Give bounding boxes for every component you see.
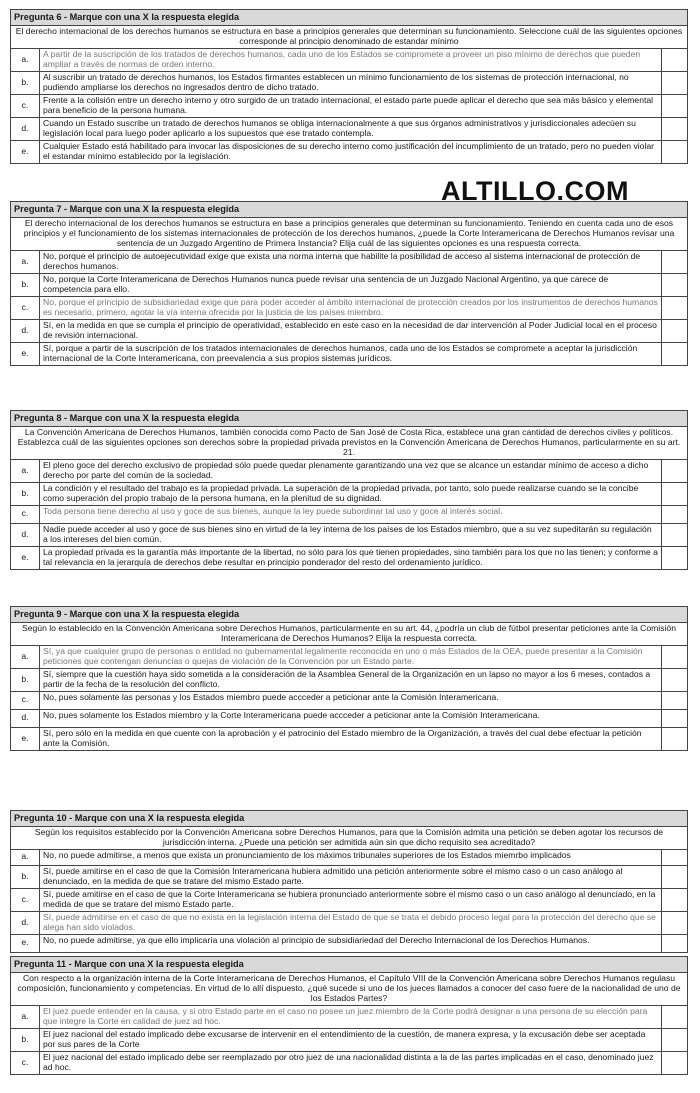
option-letter: b. bbox=[11, 483, 40, 505]
question-text: Con respecto a la organización interna de la Corte Interamericana de Derechos Humanos, el Capítulo VIII de la Convención Americana sobre Derechos Humanos regulasu composición, funcionamiento y competencias. En virtud de lo allí dispuesto, ¿qué sucede si uno de los jueces llamados a conocer del caso fuere de la nacionalidad de uno de los Estados Partes? bbox=[11, 973, 687, 1006]
question-title: Pregunta 7 - Marque con una X la respuesta elegida bbox=[11, 202, 687, 218]
option-text: El juez puede entender en la causa, y si otro Estado parte en el caso no posee un juez miembro de la Corte podrá designar a una persona de su elección para que integre la Corte en calidad de juez ad hoc. bbox=[40, 1006, 662, 1028]
answer-mark-box[interactable] bbox=[662, 935, 687, 952]
option-row bbox=[11, 669, 687, 692]
option-text: Frente a la colisión entre un derecho interno y otro surgido de un tratado internacional, el estado parte puede aplicar el derecho que sea más básico y elemental para beneficio de la persona humana. bbox=[40, 95, 662, 117]
option-letter: e. bbox=[11, 141, 40, 163]
answer-mark-box[interactable] bbox=[662, 506, 687, 523]
option-text: Nadie puede acceder al uso y goce de sus bienes sino en virtud de la ley interna de los países de los Estados miembro, que a su vez supeditarán su regulación a los intereses del bien común. bbox=[40, 524, 662, 546]
option-row bbox=[11, 935, 687, 952]
option-letter: a. bbox=[11, 460, 40, 482]
answer-mark-box[interactable] bbox=[662, 251, 687, 273]
option-row bbox=[11, 710, 687, 728]
option-letter: a. bbox=[11, 1006, 40, 1028]
question-block bbox=[10, 201, 688, 366]
question-block bbox=[10, 956, 688, 1075]
answer-mark-box[interactable] bbox=[662, 460, 687, 482]
option-row bbox=[11, 1029, 687, 1052]
option-text: Al suscribir un tratado de derechos humanos, los Estados firmantes establecen un mínimo funcionamiento de los sistemas de protección internacional, no pudiendo ampliarse los derechos no ingresados dentro de dicho tratado. bbox=[40, 72, 662, 94]
option-text: No, porque el principio de autoejecutividad exige que exista una norma interna que habilite la posibilidad de acceso al sistema internacional de protección de derechos humanos. bbox=[40, 251, 662, 273]
option-row bbox=[11, 483, 687, 506]
option-text: No, no puede admitirse, ya que ello implicaría una violación al principio de subsidiariedad del Derecho Internacional de los Derechos Humanos. bbox=[40, 935, 662, 952]
option-text: La condición y el resultado del trabajo es la propiedad privada. La superación de la propiedad privada, por tanto, solo puede realizarse cuando se la concibe como superación del propio trabajo de la persona humana, en la plenitud de su dignidad. bbox=[40, 483, 662, 505]
answer-mark-box[interactable] bbox=[662, 850, 687, 865]
option-row bbox=[11, 274, 687, 297]
option-text: El juez nacional del estado implicado debe ser reemplazado por otro juez de una nacionalidad distinta a la de las partes implicadas en el caso, denominado juez ad hoc. bbox=[40, 1052, 662, 1074]
answer-mark-box[interactable] bbox=[662, 72, 687, 94]
option-text: Sí, pero sólo en la medida en que cuente con la aprobación y el patrocinio del Estado miembro de la Organización, a través del cual debe efectuar la petición ante la Comisión. bbox=[40, 728, 662, 750]
answer-mark-box[interactable] bbox=[662, 646, 687, 668]
option-text: Sí, puede admitirse en el caso de que no exista en la legislación interna del Estado de que se trata el debido proceso legal para la protección del derecho que se alega han sido violados. bbox=[40, 912, 662, 934]
option-letter: c. bbox=[11, 297, 40, 319]
option-letter: d. bbox=[11, 118, 40, 140]
answer-mark-box[interactable] bbox=[662, 547, 687, 569]
option-letter: a. bbox=[11, 646, 40, 668]
option-row bbox=[11, 692, 687, 710]
option-text: El juez nacional del estado implicado debe excusarse de intervenir en el entendimiento de la cuestión, de manera expresa, y la excusación debe ser aceptada por sus pares de la Corte bbox=[40, 1029, 662, 1051]
option-row bbox=[11, 547, 687, 569]
answer-mark-box[interactable] bbox=[662, 710, 687, 727]
option-row bbox=[11, 850, 687, 866]
answer-mark-box[interactable] bbox=[662, 343, 687, 365]
answer-mark-box[interactable] bbox=[662, 524, 687, 546]
answer-mark-box[interactable] bbox=[662, 297, 687, 319]
option-letter: e. bbox=[11, 547, 40, 569]
option-letter: e. bbox=[11, 935, 40, 952]
option-row bbox=[11, 460, 687, 483]
question-block bbox=[10, 9, 688, 164]
option-row bbox=[11, 524, 687, 547]
option-text: No, porque la Corte Interamericana de Derechos Humanos nunca puede revisar una sentencia de un Juzgado Nacional Argentino, ya que carece de competencia para ello. bbox=[40, 274, 662, 296]
answer-mark-box[interactable] bbox=[662, 320, 687, 342]
option-letter: e. bbox=[11, 728, 40, 750]
option-letter: c. bbox=[11, 506, 40, 523]
question-block bbox=[10, 810, 688, 953]
option-text: Sí, porque a partir de la suscripción de los tratados internacionales de derechos humanos, cada uno de los Estados se compromete a aceptar la jurisdicción internacional de la Corte Interamericana, con preevalencia a sus propios sistemas jurídicos. bbox=[40, 343, 662, 365]
answer-mark-box[interactable] bbox=[662, 728, 687, 750]
answer-mark-box[interactable] bbox=[662, 1029, 687, 1051]
question-title: Pregunta 8 - Marque con una X la respuesta elegida bbox=[11, 411, 687, 427]
question-block bbox=[10, 410, 688, 570]
question-title: Pregunta 6 - Marque con una X la respuesta elegida bbox=[11, 10, 687, 26]
option-letter: d. bbox=[11, 320, 40, 342]
option-text: No, no puede admitirse, a menos que exista un pronunciamiento de los máximos tribunales superiores de los Estados miemrbo implicados bbox=[40, 850, 662, 865]
answer-mark-box[interactable] bbox=[662, 669, 687, 691]
option-text: El pleno goce del derecho exclusivo de propiedad sólo puede quedar plenamente garantizando una vez que se alcance un estandar mínimo de acceso a dicho derecho por parte del común de la sociedad. bbox=[40, 460, 662, 482]
answer-mark-box[interactable] bbox=[662, 1052, 687, 1074]
option-text: Cualquier Estado está habilitado para invocar las disposiciones de su derecho interno como justificación del incumplimiento de un tratado, pero no pueden violar el estandar mínimo establecido por la legislación. bbox=[40, 141, 662, 163]
option-text: Sí, siempre que la cuestión haya sido sometida a la consideración de la Asamblea General de la Organización en un lapso no mayor a los 6 meses, contados a partir de la fecha de la resolución del conflicto. bbox=[40, 669, 662, 691]
option-row bbox=[11, 251, 687, 274]
option-letter: c. bbox=[11, 95, 40, 117]
option-letter: b. bbox=[11, 1029, 40, 1051]
option-text: Cuando un Estado suscribe un tratado de derechos humanos se obliga internacionalmente a que sus órganos administrativos y jurisdiccionales adecúen su legislación local para luego poder aplicarlo a los supuestos que ese tratado contempla. bbox=[40, 118, 662, 140]
option-letter: c. bbox=[11, 889, 40, 911]
option-row bbox=[11, 95, 687, 118]
answer-mark-box[interactable] bbox=[662, 274, 687, 296]
answer-mark-box[interactable] bbox=[662, 889, 687, 911]
option-row bbox=[11, 1006, 687, 1029]
question-title: Pregunta 9 - Marque con una X la respuesta elegida bbox=[11, 607, 687, 623]
question-text: Según los requisitos establecido por la Convención Americana sobre Derechos Humanos, para que la Comisión admita una petición se deben agotar los recursos de jurisdicción interna. ¿Puede una petición ser admitida aún sin que dicho requisito sea acreditado? bbox=[11, 827, 687, 850]
question-text: La Convención Americana de Derechos Humanos, también conocida como Pacto de San José de Costa Rica, establece una gran cantidad de derechos civiles y políticos. Establezca cuál de las siguientes opciones son derechos sobre la propiedad privada previstos en la Convención Americana de Derechos Humanos, particularmente en su art. 21. bbox=[11, 427, 687, 460]
option-text: Sí, puede amitirse en el caso de que la Corte Interamericana se hubiera pronunciado anteriormente sobre el mismo caso o un caso análogo al denunciado, en la medida de que se tratare del mismo Estado parte. bbox=[40, 889, 662, 911]
question-text: Según lo establecido en la Convención Americana sobre Derechos Humanos, particularmente en su art. 44, ¿podría un club de fútbol presentar peticiones ante la Comisión Interamericana de Derechos Humanos? Elija la respuesta correcta. bbox=[11, 623, 687, 646]
watermark-logo: ALTILLO.COM bbox=[441, 176, 629, 206]
option-text: No, pues solamente las personas y los Estados miembro puede accceder a peticionar ante la Comisión Interamericana. bbox=[40, 692, 662, 709]
option-text: La propiedad privada es la garantía más importante de la libertad, no sólo para los que tienen propiedades, sino también para los que no las tienen; y conforme a tal relevancia en la jerarquía de derechos debe resultar en principio ponderador del resto del ordenamiento jurídico. bbox=[40, 547, 662, 569]
option-letter: b. bbox=[11, 274, 40, 296]
option-letter: d. bbox=[11, 710, 40, 727]
option-text: Sí, en la medida en que se cumpla el principio de operatividad, establecido en este caso en la necesidad de dar intervención al Poder Judicial local en el proceso de revisión internacional. bbox=[40, 320, 662, 342]
option-letter: b. bbox=[11, 866, 40, 888]
option-row bbox=[11, 72, 687, 95]
option-text: Sí, puede amitirse en el caso de que la Comisión Interamericana hubiera admitido una petición anteriormente sobre el mismo caso o un caso análogo al denunciado, en la medida de que se tratare del mismo Estado parte. bbox=[40, 866, 662, 888]
option-letter: c. bbox=[11, 1052, 40, 1074]
answer-mark-box[interactable] bbox=[662, 49, 687, 71]
option-letter: a. bbox=[11, 49, 40, 71]
option-row bbox=[11, 320, 687, 343]
option-row bbox=[11, 297, 687, 320]
option-letter: d. bbox=[11, 524, 40, 546]
question-block bbox=[10, 606, 688, 751]
option-row bbox=[11, 646, 687, 669]
answer-mark-box[interactable] bbox=[662, 1006, 687, 1028]
answer-mark-box[interactable] bbox=[662, 692, 687, 709]
option-row bbox=[11, 49, 687, 72]
question-title: Pregunta 10 - Marque con una X la respuesta elegida bbox=[11, 811, 687, 827]
option-row bbox=[11, 118, 687, 141]
option-text: No, pues solamente los Estados miembro y la Corte Interamericana puede accceder a peticionar ante la Comisión Interamericana. bbox=[40, 710, 662, 727]
option-text: No, porque el principio de subsidiariedad exige que para poder acceder al ámbito internacional de protección creados por los instrumentos de derechos humanos es necesario, primero, agotar la vía interna ofrecida por la justicia de los países miembro. bbox=[40, 297, 662, 319]
answer-mark-box[interactable] bbox=[662, 118, 687, 140]
option-text: Toda persona tiene derecho al uso y goce de sus bienes, aunque la ley puede subordinar tal uso y goce al interés social. bbox=[40, 506, 662, 523]
option-letter: a. bbox=[11, 850, 40, 865]
option-row bbox=[11, 866, 687, 889]
option-row bbox=[11, 889, 687, 912]
answer-mark-box[interactable] bbox=[662, 912, 687, 934]
option-text: A partir de la suscripción de los tratados de derechos humanos, cada uno de los Estados se compromete a proveer un piso mínimo de derechos que pueden ampliar a través de normas de orden interno. bbox=[40, 49, 662, 71]
option-row bbox=[11, 728, 687, 750]
option-letter: b. bbox=[11, 72, 40, 94]
option-letter: d. bbox=[11, 912, 40, 934]
question-text: El derecho internacional de los derechos humanos se estructura en base a principios generales que determinan su funcionamiento. Seleccione cuál de las siguientes opciones corresponde al principio denominado de estandar mínimo bbox=[11, 26, 687, 49]
option-text: Sí, ya que cualquier grupo de personas o entidad no gubernamental legalmente reconocida en uno o más Estados de la OEA, puede presentar a la Comisión peticiones que contengan denuncias o quejas de violación de la Convención por un Estado parte. bbox=[40, 646, 662, 668]
option-letter: e. bbox=[11, 343, 40, 365]
answer-mark-box[interactable] bbox=[662, 95, 687, 117]
option-letter: b. bbox=[11, 669, 40, 691]
question-title: Pregunta 11 - Marque con una X la respuesta elegida bbox=[11, 957, 687, 973]
answer-mark-box[interactable] bbox=[662, 141, 687, 163]
option-row bbox=[11, 141, 687, 163]
option-row bbox=[11, 343, 687, 365]
option-letter: c. bbox=[11, 692, 40, 709]
option-row bbox=[11, 506, 687, 524]
option-row bbox=[11, 912, 687, 935]
option-row bbox=[11, 1052, 687, 1074]
option-letter: a. bbox=[11, 251, 40, 273]
answer-mark-box[interactable] bbox=[662, 866, 687, 888]
question-text: El derecho internacional de los derechos humanos se estructura en base a principios generales que determinan su funcionamiento. Teniendo en cuenta cada uno de esos principios y el funcionamiento de los sistemas internacionales de protección de los derechos humanos, ¿puede la Corte Interamericana de Derechos Humanos revisar una sentencia de un Juzgado Argentino de Primera Instancia? Elija cuál de las siguientes opciones es una respuesta correcta. bbox=[11, 218, 687, 251]
answer-mark-box[interactable] bbox=[662, 483, 687, 505]
